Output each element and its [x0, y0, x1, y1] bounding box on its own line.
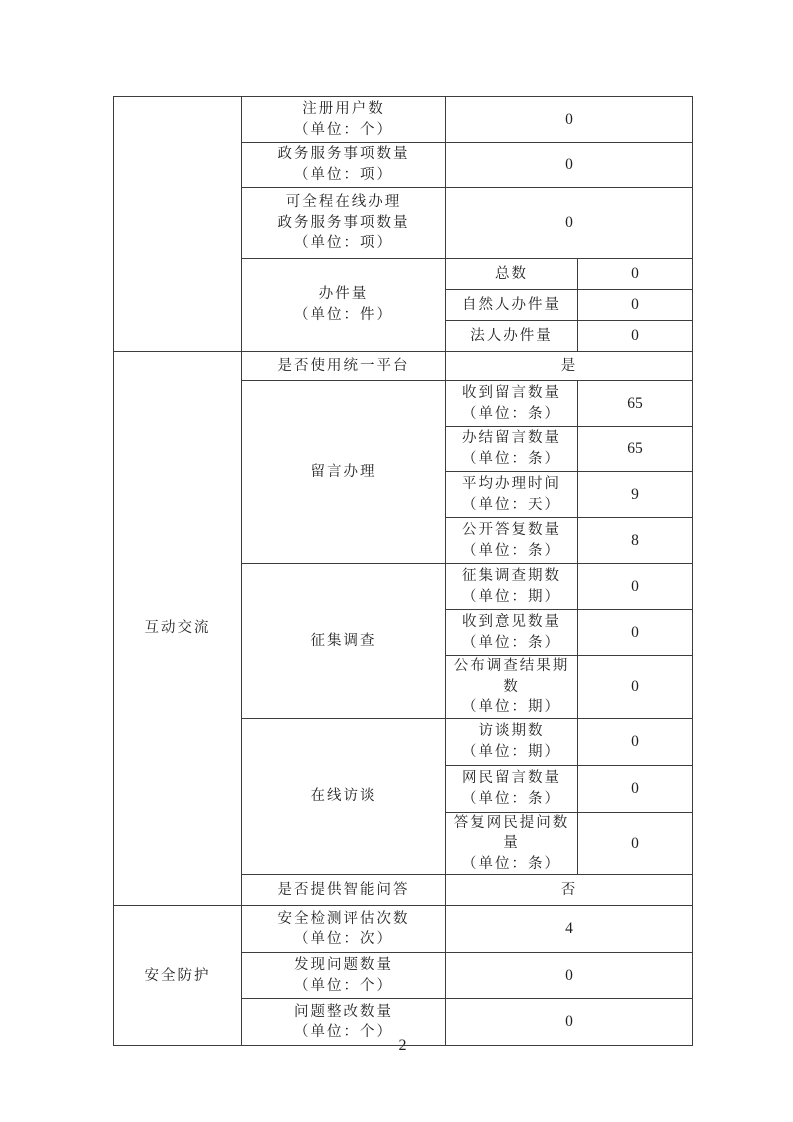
submetric-unit: （单位：期）: [462, 588, 561, 605]
metric-group-label-cell: [242, 259, 446, 352]
submetric-label-cell: [446, 656, 578, 719]
metric-label: 是否使用统一平台: [242, 352, 446, 381]
metric-unit: （单位：项）: [294, 235, 393, 252]
submetric-label: 访谈期数: [478, 723, 545, 740]
group-cell-empty: [114, 97, 242, 352]
report-table: [113, 96, 693, 1046]
submetric-label: 答复网民提问数量: [453, 814, 570, 852]
metric-label: 安全检测评估次数: [277, 910, 410, 927]
submetric-label-cell: [446, 472, 578, 518]
metric-value: 0: [446, 999, 693, 1046]
metric-label: 发现问题数量: [294, 957, 393, 974]
submetric-label: 公开答复数量: [462, 521, 561, 538]
metric-value: 0: [446, 188, 693, 259]
metric-label: 问题整改数量: [294, 1003, 393, 1020]
submetric-label: 征集调查期数: [462, 567, 561, 584]
table-row: [114, 352, 693, 381]
submetric-unit: （单位：条）: [462, 451, 561, 467]
submetric-unit: （单位：条）: [462, 634, 561, 651]
submetric-value: 0: [578, 656, 693, 719]
metric-group-label-cell: 在线访谈: [242, 718, 446, 875]
submetric-value: 0: [578, 610, 693, 656]
submetric-label-cell: [446, 381, 578, 427]
metric-unit: （单位：次）: [294, 931, 393, 948]
submetric-label: 办结留言数量: [462, 430, 561, 447]
metric-group-label-cell: 留言办理: [242, 381, 446, 564]
submetric-label-cell: [446, 427, 578, 472]
submetric-value: 0: [578, 259, 693, 290]
metric-label-cell: [242, 97, 446, 143]
submetric-unit: （单位：期）: [462, 699, 561, 716]
metric-unit: （单位：项）: [294, 167, 393, 183]
submetric-label: 平均办理时间: [462, 475, 561, 492]
metric-label: 政务服务事项数量: [277, 146, 410, 163]
metric-value: 4: [446, 906, 693, 953]
metric-value: 0: [446, 97, 693, 143]
submetric-label: 自然人办件量: [446, 290, 578, 321]
table-row: [114, 97, 693, 143]
submetric-unit: （单位：期）: [462, 743, 561, 760]
submetric-label-cell: [446, 518, 578, 564]
metric-label: 可全程在线办理: [285, 194, 402, 211]
metric-group-unit: （单位：件）: [294, 307, 393, 323]
metric-label-cell: [242, 906, 446, 953]
metric-label: 注册用户数: [302, 100, 385, 117]
submetric-value: 0: [578, 765, 693, 812]
submetric-label: 公布调查结果期数: [453, 658, 570, 695]
group-cell-security: 安全防护: [114, 906, 242, 1046]
submetric-value: 0: [578, 564, 693, 610]
submetric-unit: （单位：条）: [462, 542, 561, 559]
metric-value: 否: [446, 875, 693, 906]
metric-value: 0: [446, 953, 693, 999]
submetric-unit: （单位：条）: [462, 790, 561, 807]
group-cell-interaction: 互动交流: [114, 352, 242, 906]
submetric-label-cell: [446, 765, 578, 812]
metric-label-cell: [242, 953, 446, 999]
submetric-value: 0: [578, 321, 693, 352]
metric-unit: （单位：个）: [294, 121, 393, 138]
submetric-value: 65: [578, 427, 693, 472]
submetric-value: 8: [578, 518, 693, 564]
submetric-label-cell: [446, 812, 578, 875]
metric-label-cell: [242, 143, 446, 188]
submetric-value: 0: [578, 290, 693, 321]
submetric-unit: （单位：条）: [462, 855, 561, 872]
metric-value: 是: [446, 352, 693, 381]
metric-label: 政务服务事项数量: [277, 214, 410, 231]
table-row: [114, 906, 693, 953]
metric-group-label: 办件量: [318, 286, 369, 303]
metric-group-label-cell: 征集调查: [242, 564, 446, 719]
submetric-label-cell: [446, 610, 578, 656]
submetric-label: 总数: [446, 259, 578, 290]
submetric-label: 收到意见数量: [462, 613, 561, 630]
submetric-value: 0: [578, 718, 693, 765]
submetric-unit: （单位：条）: [462, 405, 561, 422]
submetric-label: 法人办件量: [446, 321, 578, 352]
metric-label-cell: [242, 188, 446, 259]
submetric-label-cell: [446, 564, 578, 610]
metric-label: 是否提供智能问答: [242, 875, 446, 906]
submetric-label: 网民留言数量: [462, 770, 561, 787]
submetric-value: 65: [578, 381, 693, 427]
submetric-unit: （单位：天）: [462, 496, 561, 513]
page-number: 2: [398, 1037, 407, 1054]
metric-unit: （单位：个）: [294, 1024, 393, 1041]
submetric-value: 9: [578, 472, 693, 518]
metric-value: 0: [446, 143, 693, 188]
submetric-value: 0: [578, 812, 693, 875]
submetric-label: 收到留言数量: [462, 384, 561, 401]
metric-unit: （单位：个）: [294, 977, 393, 994]
submetric-label-cell: [446, 718, 578, 765]
